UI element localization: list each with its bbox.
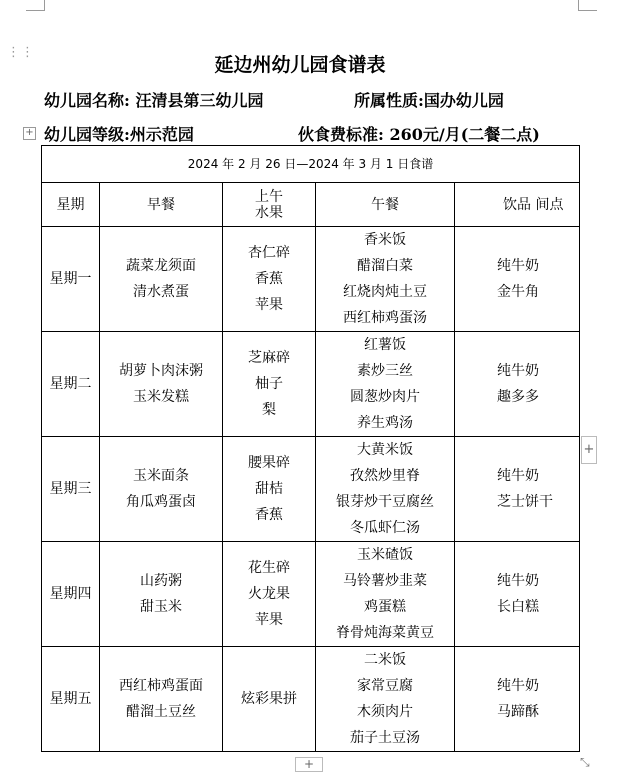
drinks-cell (455, 227, 580, 332)
drinks-cell (455, 332, 580, 437)
fruit-cell-item: 芝麻碎 (248, 350, 290, 366)
drag-handle-icon[interactable]: ⋮⋮ (7, 45, 35, 60)
breakfast-cell (100, 332, 223, 437)
header-fruit-line1: 上午 (255, 188, 283, 205)
page-corner-top-left (26, 0, 45, 11)
table-row (42, 332, 580, 437)
lunch-cell-item: 醋溜白菜 (357, 258, 413, 274)
breakfast-cell (100, 437, 223, 542)
fruit-cell (223, 437, 316, 542)
breakfast-cell-item: 清水煮蛋 (133, 284, 189, 300)
table-resize-icon[interactable]: ⤡ (580, 755, 590, 769)
drinks-cell-item: 趣多多 (497, 389, 539, 405)
day-cell: 星期四 (42, 542, 100, 647)
lunch-cell-item: 玉米碴饭 (357, 547, 413, 563)
lunch-cell-item: 大黄米饭 (357, 442, 413, 458)
meal-fee-standard: 伙食费标准: 260元/月(二餐二点) (298, 125, 540, 144)
header-row (42, 183, 580, 227)
date-range: 2024 年 2 月 26 日—2024 年 3 月 1 日食谱 (42, 146, 580, 183)
breakfast-cell-item: 蔬菜龙须面 (126, 258, 196, 274)
header-fruit (223, 183, 316, 227)
header-breakfast: 早餐 (100, 183, 223, 227)
fruit-cell-item: 香蕉 (255, 271, 283, 287)
add-row-button[interactable]: + (295, 757, 323, 772)
breakfast-cell-item: 玉米发糕 (133, 389, 189, 405)
day-cell: 星期一 (42, 227, 100, 332)
drinks-cell-item: 纯牛奶 (497, 468, 539, 484)
kindergarten-name: 幼儿园名称: 汪清县第三幼儿园 (44, 91, 264, 110)
lunch-cell-item: 红薯饭 (364, 337, 406, 353)
header-day: 星期 (42, 183, 100, 227)
kindergarten-grade: 幼儿园等级:州示范园 (44, 125, 194, 144)
menu-table (41, 145, 580, 752)
day-cell: 星期二 (42, 332, 100, 437)
fruit-cell (223, 647, 316, 752)
lunch-cell-item: 西红柿鸡蛋汤 (343, 310, 427, 326)
fruit-cell-item: 香蕉 (255, 507, 283, 523)
fruit-cell-item: 梨 (262, 402, 276, 418)
day-cell: 星期五 (42, 647, 100, 752)
drinks-cell-item: 纯牛奶 (497, 678, 539, 694)
table-move-handle-icon[interactable]: + (23, 127, 36, 140)
breakfast-cell-item: 角瓜鸡蛋卤 (126, 494, 196, 510)
lunch-cell-item: 二米饭 (364, 652, 406, 668)
breakfast-cell (100, 647, 223, 752)
lunch-cell-item: 家常豆腐 (357, 678, 413, 694)
drinks-cell-item: 纯牛奶 (497, 573, 539, 589)
lunch-cell-item: 红烧肉炖土豆 (343, 284, 427, 300)
breakfast-cell-item: 甜玉米 (140, 599, 182, 615)
drinks-cell-item: 芝士饼干 (497, 494, 553, 510)
fruit-cell-item: 甜桔 (255, 481, 283, 497)
drinks-cell-item: 纯牛奶 (497, 258, 539, 274)
page-corner-top-right (578, 0, 597, 11)
page-title: 延边州幼儿园食谱表 (214, 54, 386, 76)
drinks-cell-item: 纯牛奶 (497, 363, 539, 379)
fruit-cell-item: 炫彩果拼 (241, 691, 297, 707)
fruit-cell (223, 227, 316, 332)
add-column-button[interactable]: + (581, 436, 597, 464)
drinks-cell-item: 马蹄酥 (497, 704, 539, 720)
drinks-cell-item: 长白糕 (497, 599, 539, 615)
lunch-cell-item: 木须肉片 (357, 704, 413, 720)
fruit-cell-item: 腰果碎 (248, 455, 290, 471)
table-row (42, 227, 580, 332)
lunch-cell-item: 茄子土豆汤 (350, 730, 420, 746)
lunch-cell-item: 香米饭 (364, 232, 406, 248)
lunch-cell-item: 圆葱炒肉片 (350, 389, 420, 405)
header-fruit-line2: 水果 (255, 204, 283, 221)
drinks-cell (455, 647, 580, 752)
lunch-cell (316, 227, 455, 332)
breakfast-cell (100, 227, 223, 332)
breakfast-cell-item: 玉米面条 (133, 468, 189, 484)
lunch-cell (316, 332, 455, 437)
lunch-cell-item: 冬瓜虾仁汤 (350, 520, 420, 536)
fruit-cell-item: 杏仁碎 (248, 245, 290, 261)
fruit-cell-item: 火龙果 (248, 586, 290, 602)
kindergarten-nature: 所属性质:国办幼儿园 (354, 91, 504, 110)
header-drinks: 饮品 间点 (455, 183, 580, 227)
lunch-cell-item: 银芽炒干豆腐丝 (336, 494, 434, 510)
lunch-cell-item: 马铃薯炒韭菜 (343, 573, 427, 589)
lunch-cell-item: 鸡蛋糕 (364, 599, 406, 615)
drinks-cell-item: 金牛角 (497, 284, 539, 300)
fruit-cell (223, 332, 316, 437)
breakfast-cell-item: 西红柿鸡蛋面 (119, 678, 203, 694)
drinks-cell (455, 437, 580, 542)
lunch-cell-item: 养生鸡汤 (357, 415, 413, 431)
table-row (42, 647, 580, 752)
breakfast-cell-item: 醋溜土豆丝 (126, 704, 196, 720)
date-range-row (42, 146, 580, 183)
breakfast-cell-item: 山药粥 (140, 573, 182, 589)
lunch-cell (316, 542, 455, 647)
day-cell: 星期三 (42, 437, 100, 542)
fruit-cell-item: 苹果 (255, 297, 283, 313)
breakfast-cell-item: 胡萝卜肉沫粥 (119, 363, 203, 379)
lunch-cell-item: 孜然炒里脊 (350, 468, 420, 484)
table-row (42, 542, 580, 647)
fruit-cell-item: 花生碎 (248, 560, 290, 576)
fruit-cell (223, 542, 316, 647)
lunch-cell-item: 脊骨炖海菜黄豆 (336, 625, 434, 641)
drinks-cell (455, 542, 580, 647)
header-lunch: 午餐 (316, 183, 455, 227)
breakfast-cell (100, 542, 223, 647)
fruit-cell-item: 柚子 (255, 376, 283, 392)
lunch-cell (316, 647, 455, 752)
fruit-cell-item: 苹果 (255, 612, 283, 628)
table-row (42, 437, 580, 542)
lunch-cell (316, 437, 455, 542)
lunch-cell-item: 素炒三丝 (357, 363, 413, 379)
